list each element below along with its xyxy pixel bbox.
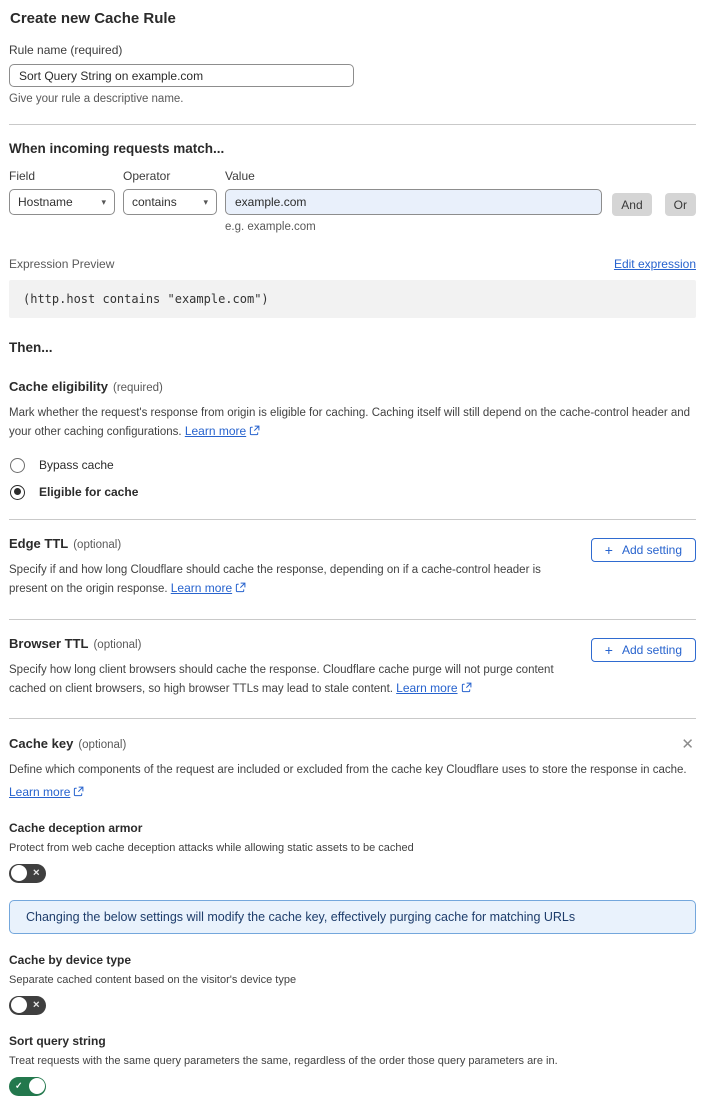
- sort-query-string-title: Sort query string: [9, 1033, 106, 1048]
- operator-column: [123, 169, 217, 215]
- external-link-icon: [235, 581, 246, 599]
- browser-ttl-content: [9, 635, 561, 700]
- eligible-for-cache-radio[interactable]: [10, 485, 25, 500]
- edge-ttl-add-setting-button[interactable]: [591, 538, 696, 562]
- edge-ttl-title: Edge TTL: [9, 535, 69, 551]
- edge-ttl-content: [9, 535, 561, 600]
- cache-key-header: [9, 735, 696, 754]
- conjunction-buttons: [612, 193, 696, 216]
- divider: [9, 124, 696, 125]
- rule-name-label: Rule name (required): [9, 43, 123, 57]
- match-heading: When incoming requests match...: [9, 141, 225, 156]
- value-input[interactable]: [225, 189, 602, 215]
- edit-expression-link[interactable]: Edit expression: [613, 257, 696, 271]
- close-icon[interactable]: ✕: [681, 736, 694, 754]
- cache-deception-armor-title: Cache deception armor: [9, 820, 143, 835]
- cache-key-title: Cache key: [9, 736, 74, 752]
- rule-name-hint: Give your rule a descriptive name.: [9, 93, 184, 105]
- external-link-icon: [249, 424, 260, 442]
- cache-deception-armor-toggle[interactable]: [9, 864, 46, 883]
- bypass-cache-option[interactable]: [10, 458, 696, 473]
- browser-ttl-title: Browser TTL: [9, 635, 89, 651]
- value-hint: e.g. example.com: [225, 221, 316, 233]
- operator-dropdown-value: contains: [132, 195, 177, 209]
- bypass-cache-radio[interactable]: [10, 458, 25, 473]
- value-column: [225, 169, 602, 233]
- and-button[interactable]: And: [612, 193, 651, 216]
- cache-eligibility-learn-more-link[interactable]: Learn more: [184, 424, 247, 439]
- cache-key-qualifier: (optional): [78, 739, 127, 752]
- divider: [9, 619, 696, 620]
- divider: [9, 718, 696, 719]
- toggle-off-x-icon: ✕: [32, 867, 40, 878]
- toggle-knob: [11, 865, 27, 881]
- sort-query-string-toggle[interactable]: [9, 1077, 46, 1096]
- cache-key-section: [9, 735, 696, 1095]
- cache-eligibility-description: [9, 404, 696, 443]
- plus-icon: +: [604, 541, 613, 558]
- or-button[interactable]: Or: [665, 193, 696, 216]
- external-link-icon: [461, 681, 472, 699]
- rule-name-group: [9, 43, 696, 105]
- cache-eligibility-qualifier: (required): [112, 382, 163, 394]
- cache-by-device-type-title: Cache by device type: [9, 952, 132, 967]
- toggle-knob: [11, 997, 27, 1013]
- edge-ttl-add-setting-label: Add setting: [621, 542, 682, 557]
- then-heading: Then...: [9, 340, 53, 355]
- edge-ttl-section: [9, 535, 696, 600]
- browser-ttl-add-setting-label: Add setting: [621, 642, 682, 657]
- browser-ttl-section: [9, 635, 696, 700]
- rule-name-input[interactable]: [9, 64, 354, 87]
- sort-query-string-description: Treat requests with the same query parameters the same, regardless of the order those query parameters are in.: [9, 1054, 558, 1067]
- divider: [9, 519, 696, 520]
- cache-deception-armor-description: Protect from web cache deception attacks while allowing static assets to be cached: [9, 841, 414, 854]
- eligible-for-cache-option[interactable]: [10, 485, 696, 500]
- browser-ttl-qualifier: (optional): [93, 638, 142, 651]
- operator-dropdown[interactable]: [123, 189, 217, 215]
- cache-key-learn-more: [9, 783, 696, 802]
- cache-key-heading: [9, 735, 126, 753]
- field-dropdown-value: Hostname: [18, 195, 73, 209]
- field-column: [9, 169, 115, 215]
- toggle-on-check-icon: ✓: [15, 1080, 23, 1091]
- eligible-for-cache-label: Eligible for cache: [39, 485, 139, 500]
- match-row: [9, 169, 696, 233]
- plus-icon: +: [604, 641, 613, 658]
- edge-ttl-description-text: Specify if and how long Cloudflare should cache the response, depending on if a cache-control header is present on the origin response.: [9, 563, 541, 596]
- edge-ttl-description: [9, 561, 561, 600]
- expression-code: (http.host contains "example.com"): [9, 280, 696, 318]
- field-dropdown[interactable]: [9, 189, 115, 215]
- external-link-icon: [73, 784, 84, 802]
- toggle-off-x-icon: ✕: [32, 999, 40, 1010]
- cache-eligibility-title: Cache eligibility: [9, 379, 108, 394]
- cache-eligibility-section: [9, 378, 696, 500]
- edge-ttl-learn-more-link[interactable]: Learn more: [170, 581, 233, 596]
- cache-key-description: Define which components of the request are included or excluded from the cache key Cloudflare uses to store the response in cache.: [9, 764, 687, 777]
- edge-ttl-qualifier: (optional): [73, 538, 122, 551]
- cache-eligibility-description-text: Mark whether the request's response from origin is eligible for caching. Caching itself will still depend on the cache-control header and your other caching configurations.: [9, 407, 691, 439]
- cache-by-device-type-toggle[interactable]: [9, 996, 46, 1015]
- value-label: Value: [225, 169, 255, 183]
- operator-label: Operator: [123, 169, 171, 183]
- cache-key-warning-banner: Changing the below settings will modify the cache key, effectively purging cache for matching URLs: [9, 900, 696, 934]
- bypass-cache-label: Bypass cache: [39, 458, 114, 473]
- expression-preview-row: [9, 257, 696, 271]
- browser-ttl-add-setting-button[interactable]: [591, 638, 696, 662]
- field-label: Field: [9, 169, 36, 183]
- cache-key-learn-more-link[interactable]: Learn more: [9, 784, 71, 799]
- browser-ttl-description: [9, 661, 561, 700]
- page-title: Create new Cache Rule: [10, 10, 176, 27]
- chevron-down-icon: ▾: [203, 196, 208, 207]
- browser-ttl-description-text: Specify how long client browsers should cache the response. Cloudflare cache purge will not purge content cached on client browsers, so high browser TTLs may lead to stale content.: [9, 663, 554, 695]
- expression-preview-label: Expression Preview: [9, 257, 115, 271]
- toggle-knob: [29, 1078, 45, 1094]
- cache-by-device-type-description: Separate cached content based on the visitor's device type: [9, 973, 297, 986]
- browser-ttl-learn-more-link[interactable]: Learn more: [396, 680, 458, 695]
- chevron-down-icon: ▾: [101, 196, 106, 207]
